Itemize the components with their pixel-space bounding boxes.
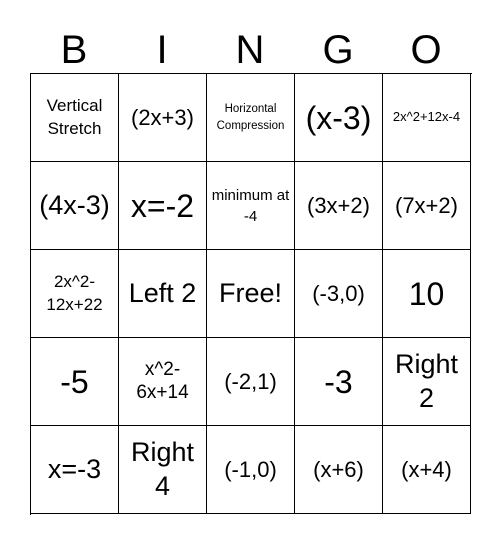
bingo-cell-r3-c5[interactable]: 10 [383,250,471,338]
bingo-cell-r3-c4[interactable]: (-3,0) [295,250,383,338]
header-letter-o: O [410,28,442,72]
bingo-cell-r2-c2[interactable]: x=-2 [119,162,207,250]
bingo-cell-r2-c1[interactable]: (4x-3) [31,162,119,250]
bingo-cell-r5-c4[interactable]: (x+6) [295,426,383,514]
bingo-cell-r4-c2[interactable]: x^2-6x+14 [119,338,207,426]
bingo-cell-r4-c3[interactable]: (-2,1) [207,338,295,426]
bingo-cell-r2-c3[interactable]: minimum at -4 [207,162,295,250]
bingo-cell-r4-c4[interactable]: -3 [295,338,383,426]
bingo-cell-r3-c2[interactable]: Left 2 [119,250,207,338]
header-letter-i: I [156,28,168,72]
bingo-cell-r1-c4[interactable]: (x-3) [295,74,383,162]
bingo-cell-r3-c1[interactable]: 2x^2-12x+22 [31,250,119,338]
bingo-board [30,73,472,515]
bingo-cell-r1-c5[interactable]: 2x^2+12x-4 [383,74,471,162]
bingo-cell-r4-c1[interactable]: -5 [31,338,119,426]
header-letter-g: G [322,28,354,72]
bingo-cell-r1-c1[interactable]: Vertical Stretch [31,74,119,162]
bingo-cell-r1-c3[interactable]: Horizontal Compression [207,74,295,162]
bingo-header [30,28,470,72]
bingo-cell-r5-c1[interactable]: x=-3 [31,426,119,514]
bingo-cell-r5-c5[interactable]: (x+4) [383,426,471,514]
bingo-cell-r5-c2[interactable]: Right 4 [119,426,207,514]
bingo-cell-r2-c5[interactable]: (7x+2) [383,162,471,250]
bingo-cell-r2-c4[interactable]: (3x+2) [295,162,383,250]
bingo-cell-r1-c2[interactable]: (2x+3) [119,74,207,162]
header-letter-b: B [60,28,88,72]
header-letter-n: N [235,28,265,72]
bingo-cell-free[interactable]: Free! [207,250,295,338]
bingo-cell-r4-c5[interactable]: Right 2 [383,338,471,426]
bingo-cell-r5-c3[interactable]: (-1,0) [207,426,295,514]
